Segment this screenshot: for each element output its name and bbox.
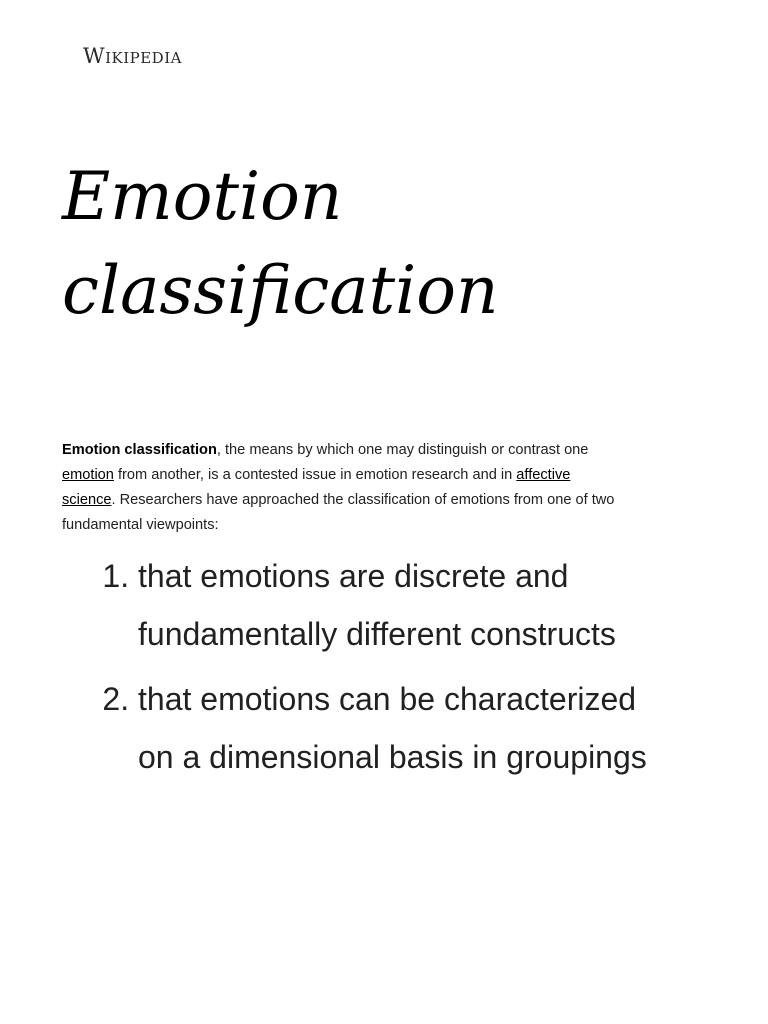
intro-paragraph: [62, 438, 622, 538]
viewpoint-item-2: 2. that emotions can be characterized on a dimensional basis in groupings: [138, 671, 652, 786]
intro-text-3: . Researchers have approached the classification of emotions from one of two fundamental viewpoints:: [62, 492, 615, 533]
intro-text-2: from another, is a contested issue in emotion research and in: [113, 467, 517, 483]
affective-science-link[interactable]: affective science: [62, 467, 571, 508]
viewpoint-item-1: 1. that emotions are discrete and fundamentally different constructs: [138, 548, 652, 663]
viewpoints-list: [62, 548, 652, 794]
emotion-link[interactable]: emotion: [62, 467, 114, 483]
intro-text-1: , the means by which one may distinguish or contrast one: [216, 442, 589, 458]
intro-bold-term: Emotion classification: [62, 442, 217, 458]
page-title: [62, 150, 722, 338]
page-title-line-2: classification: [62, 252, 499, 329]
wikipedia-logo[interactable]: Wikipedia: [83, 44, 182, 68]
page-title-line-1: Emotion: [62, 158, 343, 235]
